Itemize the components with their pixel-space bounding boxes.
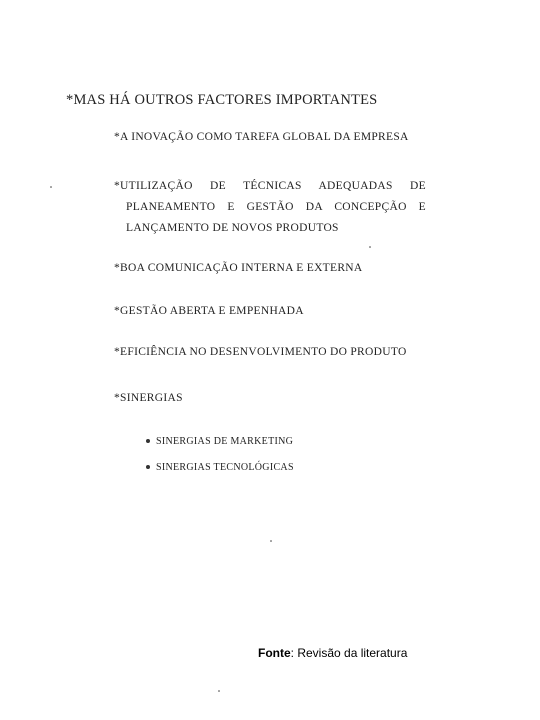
factor-item-management: *GESTÃO ABERTA E EMPENHADA [114, 305, 304, 317]
scan-speck [218, 690, 220, 692]
list-item [146, 433, 294, 449]
page-heading: *MAS HÁ OUTROS FACTORES IMPORTANTES [66, 92, 378, 108]
list-item-label: SINERGIAS DE MARKETING [156, 435, 294, 447]
factor-item-efficiency: *EFICIÊNCIA NO DESENVOLVIMENTO DO PRODUTO [114, 346, 407, 358]
scan-speck [50, 186, 52, 188]
source-label: Fonte [258, 646, 291, 660]
factor-item-synergies: *SINERGIAS [114, 392, 183, 404]
list-item [146, 459, 294, 475]
synergies-list [146, 433, 294, 485]
source-caption [258, 646, 407, 660]
factor-item-techniques [114, 176, 426, 239]
factor-item-techniques-line-1: *UTILIZAÇÃO DE TÉCNICAS ADEQUADAS DE [114, 180, 426, 192]
source-separator: : [290, 646, 298, 660]
list-item-label: SINERGIAS TECNOLÓGICAS [156, 461, 294, 473]
source-text: Revisão da literatura [297, 646, 408, 660]
bullet-icon [146, 439, 150, 443]
factor-item-innovation: *A INOVAÇÃO COMO TAREFA GLOBAL DA EMPRESA [114, 131, 409, 143]
scan-speck [369, 246, 371, 248]
factor-item-techniques-line-2: PLANEAMENTO E GESTÃO DA CONCEPÇÃO E [126, 201, 426, 213]
factor-item-techniques-line-3: LANÇAMENTO DE NOVOS PRODUTOS [126, 222, 339, 234]
factor-item-communication: *BOA COMUNICAÇÃO INTERNA E EXTERNA [114, 262, 363, 274]
scan-speck [270, 540, 272, 542]
bullet-icon [146, 465, 150, 469]
